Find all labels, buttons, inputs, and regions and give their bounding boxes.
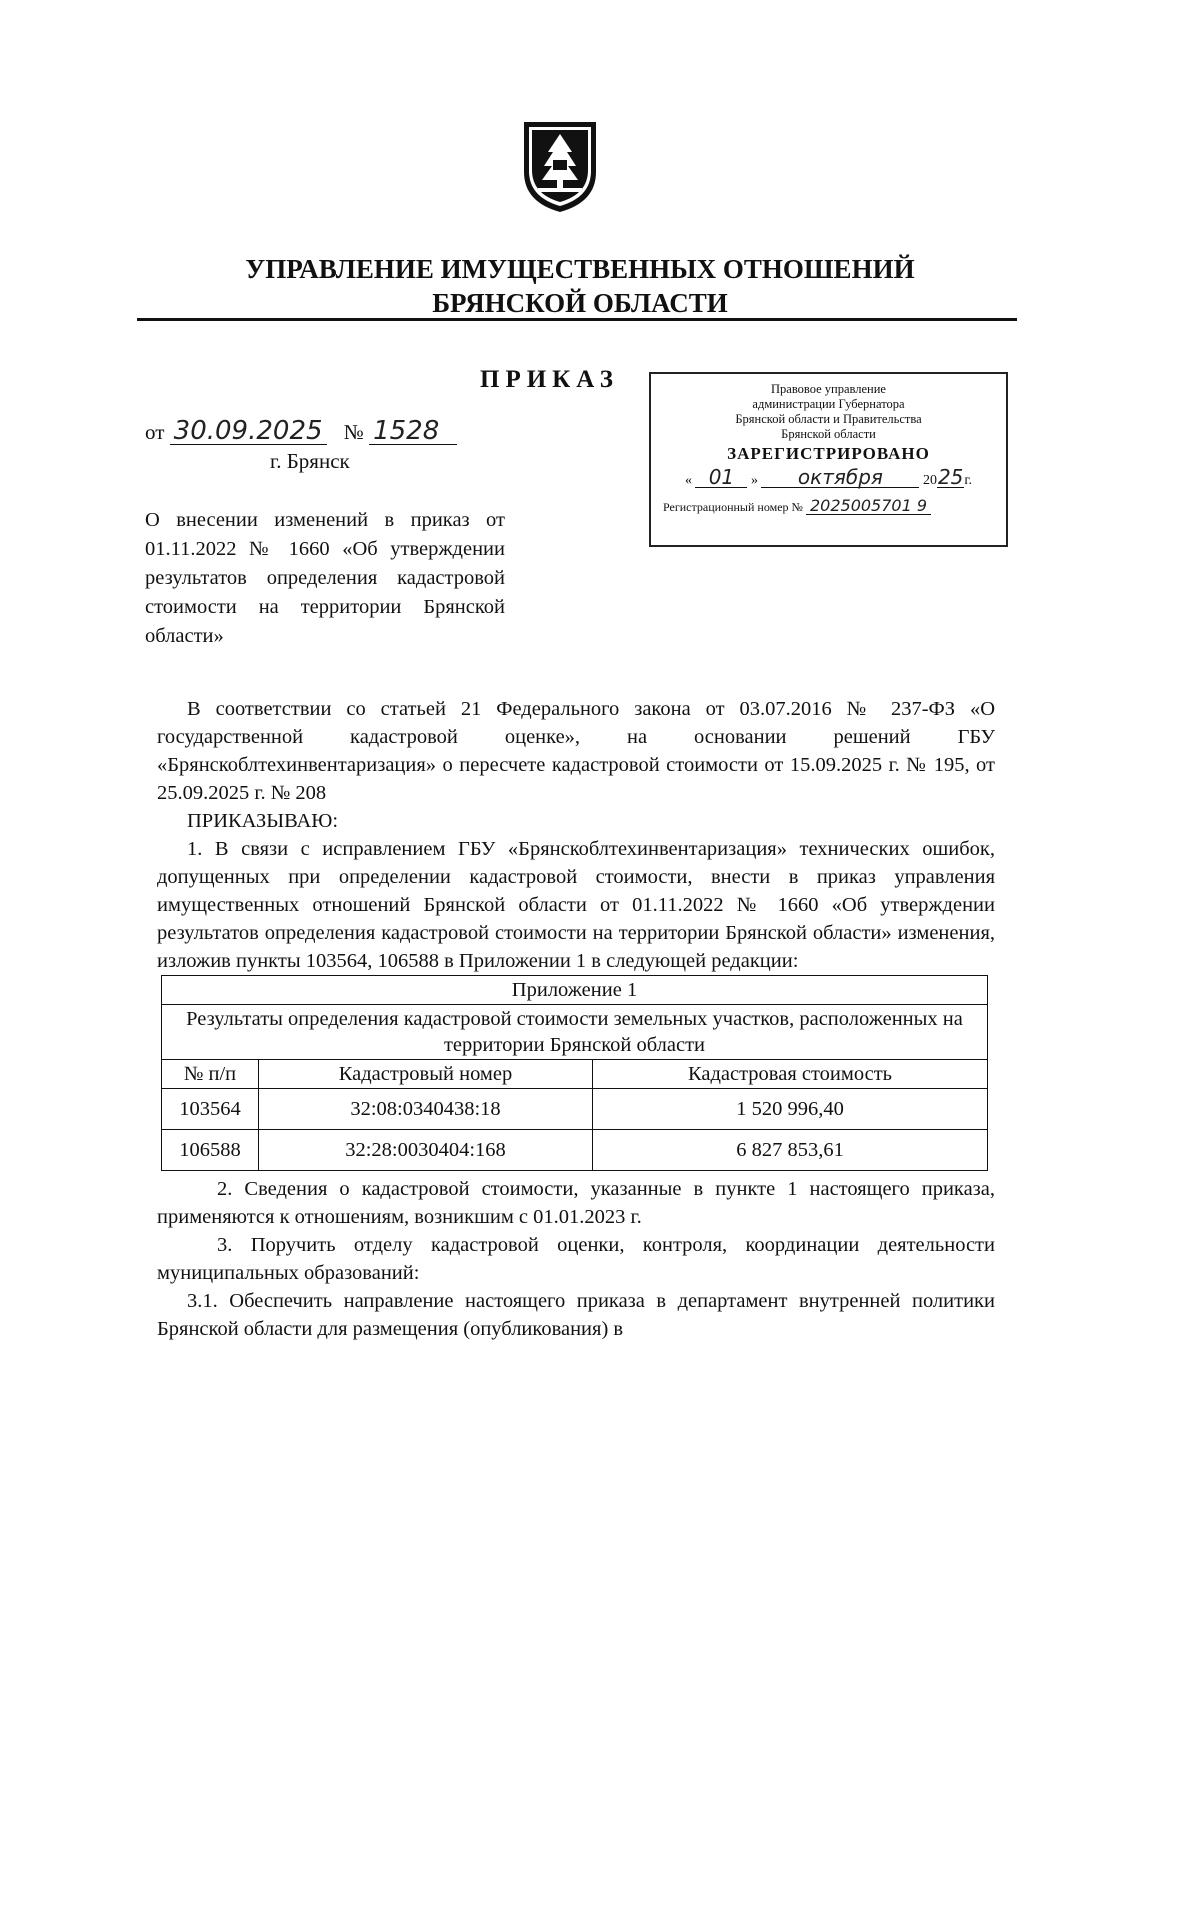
- organization-title-line2: БРЯНСКОЙ ОБЛАСТИ: [432, 288, 728, 318]
- stamp-day: 01: [695, 467, 747, 488]
- cell-cadastral-number: 32:28:0030404:168: [259, 1130, 593, 1171]
- number-prefix: №: [343, 420, 364, 444]
- item-2-paragraph: 2. Сведения о кадастровой стоимости, указанные в пункте 1 настоящего приказа, применяются к отношениям, возникшим с 01.01.2023 г.: [157, 1178, 995, 1228]
- cell-cadastral-number: 32:08:0340438:18: [259, 1089, 593, 1130]
- order-title: ПРИКАЗ: [480, 366, 619, 393]
- registration-stamp: [649, 372, 1008, 547]
- stamp-date-open: «: [684, 473, 692, 488]
- annex-table-title: Приложение 1: [162, 976, 988, 1005]
- stamp-month: октября: [761, 467, 919, 488]
- stamp-line1: Правовое управление: [771, 382, 886, 396]
- stamp-year-prefix: 20: [922, 473, 937, 488]
- annex-table-subtitle: Результаты определения кадастровой стоимости земельных участков, расположенных на территории Брянской области: [162, 1005, 988, 1060]
- cell-row-number: 103564: [162, 1089, 259, 1130]
- column-header-number: № п/п: [162, 1060, 259, 1089]
- column-header-cadastral-number: Кадастровый номер: [259, 1060, 593, 1089]
- organization-title: [140, 252, 1020, 320]
- annex-table: [161, 975, 988, 1171]
- coat-of-arms-icon: [520, 118, 600, 214]
- stamp-year-end: г.: [964, 473, 973, 488]
- order-city: г. Брянск: [270, 449, 350, 473]
- cell-cadastral-value: 6 827 853,61: [593, 1130, 988, 1171]
- table-row: [162, 1089, 988, 1130]
- stamp-number-row: [651, 498, 1006, 515]
- stamp-line3: Брянской области и Правительства: [735, 412, 922, 426]
- stamp-registered: ЗАРЕГИСТРИРОВАНО: [727, 444, 930, 463]
- cell-row-number: 106588: [162, 1130, 259, 1171]
- stamp-date-row: [651, 467, 1006, 488]
- column-header-cadastral-value: Кадастровая стоимость: [593, 1060, 988, 1089]
- order-subject: О внесении изменений в приказ от 01.11.2022 № 1660 «Об утверждении результатов определения кадастровой стоимости на территории Брянской области»: [145, 509, 505, 647]
- order-body: [157, 695, 995, 1343]
- organization-title-line1: УПРАВЛЕНИЕ ИМУЩЕСТВЕННЫХ ОТНОШЕНИЙ: [245, 254, 915, 284]
- preamble-paragraph: В соответствии со статьей 21 Федерального закона от 03.07.2016 № 237-ФЗ «О государственной кадастровой оценке», на основании решений ГБУ «Брянскоблтехинвентаризация» о пересчете кадастровой стоимости от 15.09.2025 г. № 195, от 25.09.2025 г. № 208: [157, 698, 995, 804]
- stamp-reg-label: Регистрационный номер №: [663, 500, 803, 514]
- order-word: ПРИКАЗЫВАЮ:: [187, 810, 339, 832]
- stamp-line2: администрации Губернатора: [752, 397, 905, 411]
- order-number: 1528: [369, 418, 457, 445]
- stamp-year-suffix: 25: [937, 465, 964, 489]
- item-1-paragraph: 1. В связи с исправлением ГБУ «Брянскоблтехинвентаризация» технических ошибок, допущенных при определении кадастровой стоимости, внести в приказ управления имущественных отношений Брянской области от 01.11.2022 № 1660 «Об утверждении результатов определения кадастровой стоимости на территории Брянской области» изменения, изложив пункты 103564, 106588 в Приложении 1 в следующей редакции:: [157, 838, 995, 972]
- date-prefix: от: [145, 420, 165, 444]
- table-header-row: [162, 1060, 988, 1089]
- cell-cadastral-value: 1 520 996,40: [593, 1089, 988, 1130]
- item-3-1-paragraph: 3.1. Обеспечить направление настоящего приказа в департамент внутренней политики Брянской области для размещения (опубликования) в: [157, 1290, 995, 1340]
- stamp-line4: Брянской области: [781, 427, 876, 441]
- stamp-reg-number: 2025005701 9: [806, 498, 931, 515]
- header-divider: [137, 318, 1017, 321]
- table-row: [162, 1130, 988, 1171]
- stamp-date-mid: »: [750, 473, 758, 488]
- item-3-paragraph: 3. Поручить отделу кадастровой оценки, контроля, координации деятельности муниципальных образований:: [157, 1234, 995, 1284]
- order-date: 30.09.2025: [170, 418, 327, 445]
- order-date-line: [145, 418, 457, 445]
